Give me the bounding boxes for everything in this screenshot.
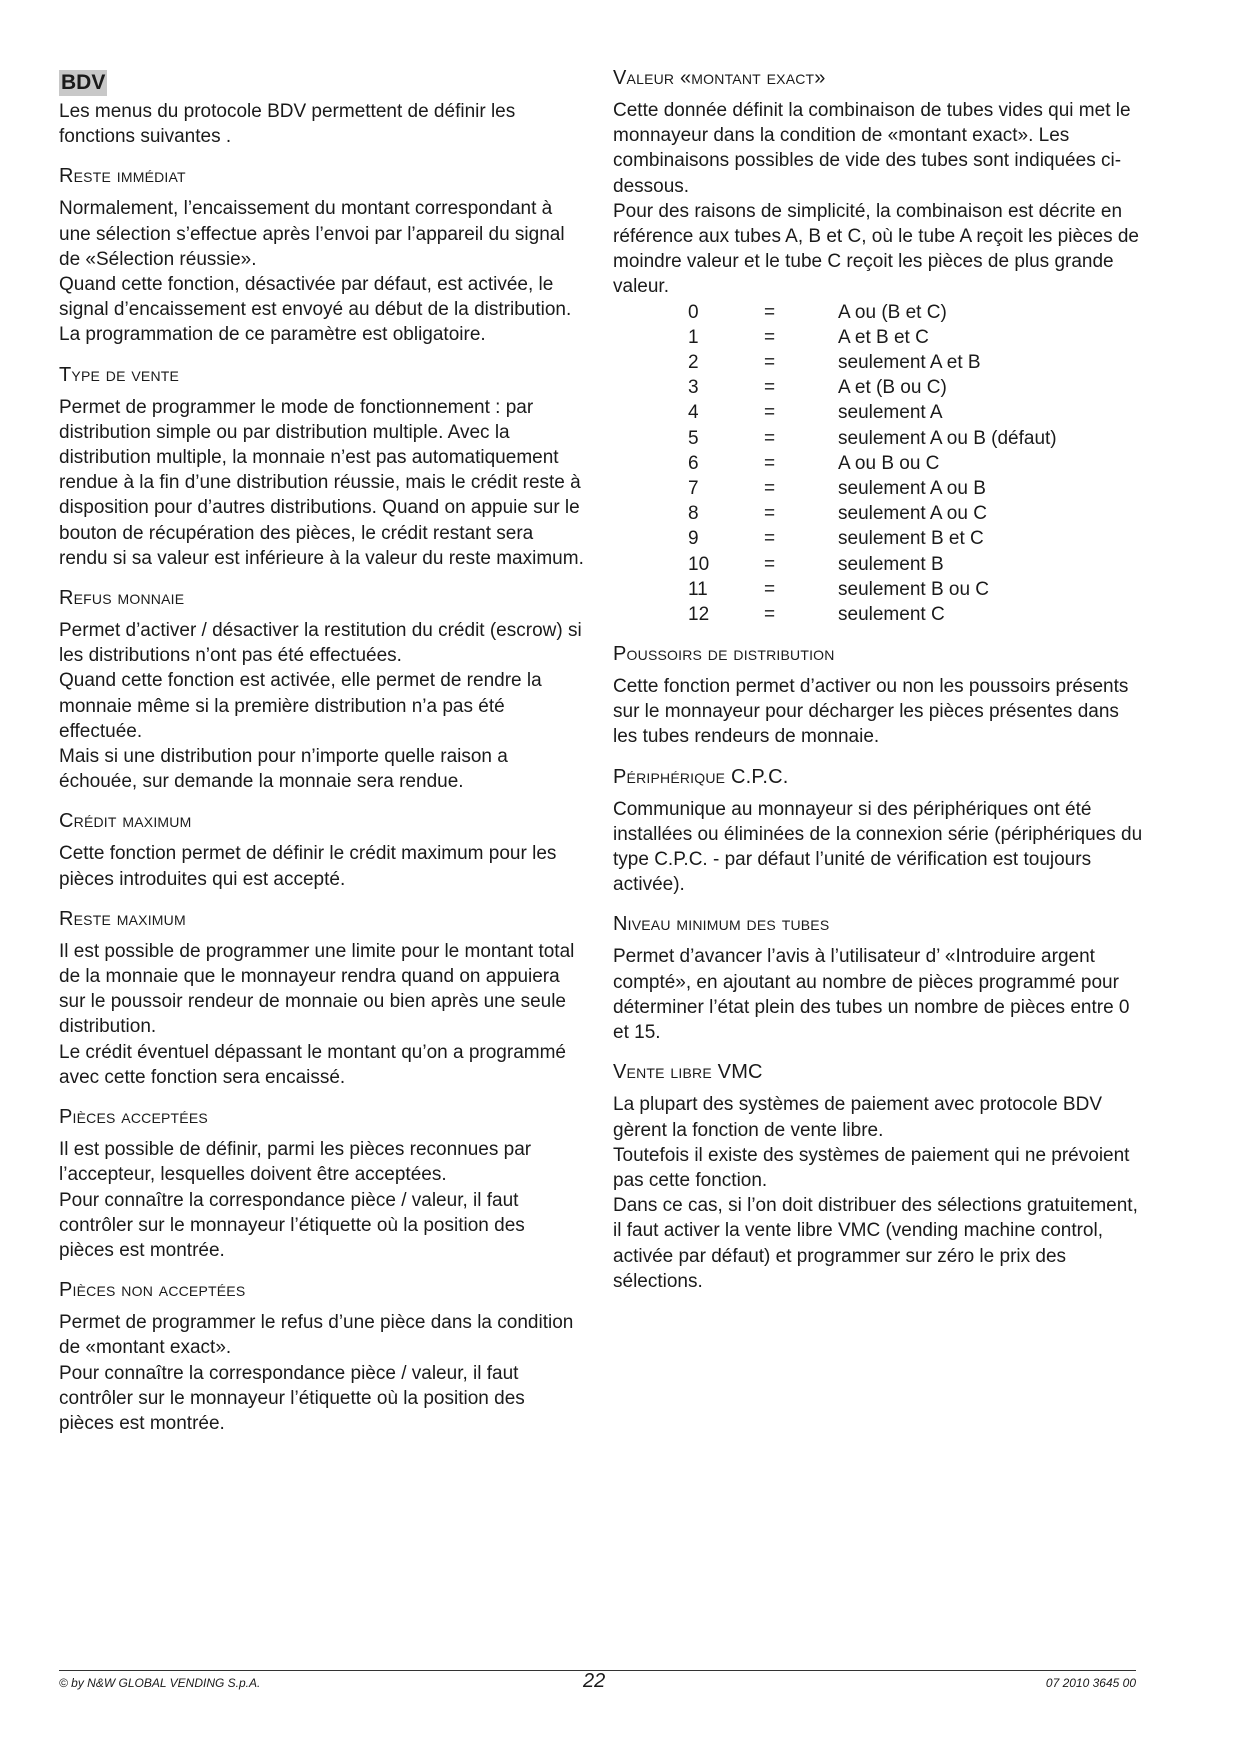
values-row xyxy=(613,375,1143,400)
section-tag: BDV xyxy=(61,71,106,94)
values-row xyxy=(613,476,1143,501)
values-row xyxy=(613,577,1143,602)
equals-sign: = xyxy=(764,301,776,323)
values-row xyxy=(613,325,1143,350)
value-description: seulement A et B xyxy=(838,352,981,373)
value-description: seulement B xyxy=(838,553,944,575)
equals-sign: = xyxy=(764,352,776,373)
equals-sign: = xyxy=(764,553,776,575)
paragraph: Communique au monnayeur si des périphériques ont été installées ou éliminées de la connexion série (périphériques du type C.P.C. - par défaut l’unité de vérification est toujours activée). xyxy=(613,798,1143,896)
equals-sign: = xyxy=(764,452,776,474)
section-type-de-vente xyxy=(59,363,584,571)
paragraph: Cette fonction permet de définir le crédit maximum pour les pièces introduites qui est accepté. xyxy=(59,843,557,890)
section-valeur-montant-exact xyxy=(613,66,1143,627)
values-row xyxy=(613,526,1143,551)
equals-sign: = xyxy=(764,578,776,600)
value-number: 12 xyxy=(688,603,710,625)
section-refus-monnaie xyxy=(59,586,584,794)
section-poussoirs-de-distribution xyxy=(613,642,1143,750)
value-number: 3 xyxy=(688,377,699,399)
paragraph: Quand cette fonction est activée, elle permet de rendre la monnaie même si la première distribution n’a pas été effectuée. xyxy=(59,670,542,742)
values-row xyxy=(613,501,1143,526)
section-pieces-non-acceptees xyxy=(59,1278,584,1436)
section-title: Poussoirs de distribution xyxy=(613,643,835,666)
value-number: 9 xyxy=(688,528,699,550)
section-title: Pièces non acceptées xyxy=(59,1279,246,1302)
paragraph: Pour des raisons de simplicité, la combinaison est décrite en référence aux tubes A, B et C, où le tube A reçoit les pièces de moindre valeur et le tube C reçoit les pièces de plus grande valeur. xyxy=(613,200,1139,298)
paragraph: Permet de programmer le mode de fonctionnement : par distribution simple ou par distribution multiple. Avec la distribution multiple, la monnaie n’est pas automatiquement rendue à la fin d’une distribution réussie, mais le crédit reste à disposition pour d’autres distributions. Quand on appuie sur le bouton de récupération des pièces, le crédit restant sera rendu si sa valeur est inférieure à la valeur du reste maximum. xyxy=(59,396,584,569)
values-row xyxy=(613,350,1143,375)
section-title: Valeur «montant exact» xyxy=(613,67,826,89)
section-title: Refus monnaie xyxy=(59,587,185,610)
value-number: 11 xyxy=(688,578,708,600)
section-niveau-minimum-des-tubes xyxy=(613,912,1143,1045)
section-reste-maximum xyxy=(59,907,584,1090)
equals-sign: = xyxy=(764,528,776,550)
section-title: Pièces acceptées xyxy=(59,1106,208,1129)
paragraph: Permet de programmer le refus d’une pièce dans la condition de «montant exact». xyxy=(59,1312,574,1359)
paragraph: La plupart des systèmes de paiement avec protocole BDV gèrent la fonction de vente libre. xyxy=(613,1094,1102,1141)
footer-copyright: © by N&W GLOBAL VENDING S.p.A. xyxy=(59,1676,261,1690)
page-number: 22 xyxy=(583,1670,606,1692)
left-column xyxy=(59,66,584,1436)
values-row xyxy=(613,426,1143,451)
value-description: seulement B et C xyxy=(838,528,984,550)
section-title: Type de vente xyxy=(59,363,180,386)
values-row xyxy=(613,602,1143,627)
value-description: seulement B ou C xyxy=(838,578,990,600)
values-row xyxy=(613,552,1143,577)
values-row xyxy=(613,400,1143,425)
paragraph: Quand cette fonction, désactivée par défaut, est activée, le signal d’encaissement est envoyé au début de la distribution. La programmation de ce paramètre est obligatoire. xyxy=(59,274,572,346)
section-pieces-acceptees xyxy=(59,1105,584,1263)
value-description: A ou B ou C xyxy=(838,452,940,474)
paragraph: Permet d’avancer l’avis à l’utilisateur d’ «Introduire argent compté», en ajoutant au nombre de pièces programmé pour déterminer l’état plein des tubes un nombre de pièces entre 0 et 15. xyxy=(613,946,1130,1044)
value-number: 2 xyxy=(688,352,699,373)
values-row xyxy=(613,300,1143,325)
document-code: 07 2010 3645 00 xyxy=(1045,1676,1136,1690)
section-title: Reste immédiat xyxy=(59,165,186,188)
value-number: 0 xyxy=(688,301,699,323)
section-peripherique-cpc xyxy=(613,765,1143,898)
equals-sign: = xyxy=(764,477,776,499)
value-number: 4 xyxy=(688,402,699,424)
paragraph: Toutefois il existe des systèmes de paiement qui ne prévoient pas cette fonction. xyxy=(613,1144,1130,1191)
paragraph: Le crédit éventuel dépassant le montant qu’on a programmé avec cette fonction sera encaissé. xyxy=(59,1041,566,1088)
paragraph: Cette donnée définit la combinaison de tubes vides qui met le monnayeur dans la condition de «montant exact». Les combinaisons possibles de vide des tubes sont indiquées ci-dessous. xyxy=(613,100,1131,197)
value-description: A et (B ou C) xyxy=(838,377,947,399)
values-row xyxy=(613,451,1143,476)
section-title: Niveau minimum des tubes xyxy=(613,913,830,936)
section-title: Périphérique C.P.C. xyxy=(613,765,789,788)
value-number: 6 xyxy=(688,452,699,474)
section-title: Crédit maximum xyxy=(59,810,192,833)
value-description: seulement A ou C xyxy=(838,503,987,525)
section-reste-immediat xyxy=(59,164,584,347)
paragraph: Normalement, l’encaissement du montant correspondant à une sélection s’effectue après l’envoi par l’appareil du signal de «Sélection réussie». xyxy=(59,198,565,270)
values-table xyxy=(613,300,1143,627)
value-description: A et B et C xyxy=(838,326,929,348)
value-number: 1 xyxy=(688,326,699,348)
value-number: 8 xyxy=(688,503,699,525)
equals-sign: = xyxy=(764,402,776,424)
paragraph: Dans ce cas, si l’on doit distribuer des sélections gratuitement, il faut activer la vente libre VMC (vending machine control, activée par défaut) et programmer sur zéro le prix des sélections. xyxy=(613,1195,1138,1292)
value-description: seulement A xyxy=(838,402,943,424)
section-title: Vente libre VMC xyxy=(613,1061,763,1084)
equals-sign: = xyxy=(764,377,776,399)
equals-sign: = xyxy=(764,603,776,625)
value-description: seulement C xyxy=(838,603,945,625)
section-credit-maximum xyxy=(59,809,584,891)
section-vente-libre-vmc xyxy=(613,1060,1143,1294)
paragraph: Mais si une distribution pour n’importe quelle raison a échouée, sur demande la monnaie sera rendue. xyxy=(59,746,508,793)
paragraph: Il est possible de définir, parmi les pièces reconnues par l’accepteur, lesquelles doivent être acceptées. xyxy=(59,1139,532,1186)
value-description: A ou (B et C) xyxy=(838,301,947,323)
value-description: seulement A ou B xyxy=(838,477,986,499)
value-number: 7 xyxy=(688,477,699,499)
right-column xyxy=(613,66,1143,1294)
value-description: seulement A ou B (défaut) xyxy=(838,427,1057,449)
paragraph: Cette fonction permet d’activer ou non les poussoirs présents sur le monnayeur pour décharger les pièces présentes dans les tubes rendeurs de monnaie. xyxy=(613,676,1129,748)
value-number: 5 xyxy=(688,427,699,449)
paragraph: Pour connaître la correspondance pièce / valeur, il faut contrôler sur le monnayeur l’étiquette où la position des pièces est montrée. xyxy=(59,1362,525,1434)
paragraph: Pour connaître la correspondance pièce / valeur, il faut contrôler sur le monnayeur l’étiquette où la position des pièces est montrée. xyxy=(59,1189,525,1261)
equals-sign: = xyxy=(764,326,776,348)
value-number: 10 xyxy=(688,553,710,575)
paragraph: Permet d’activer / désactiver la restitution du crédit (escrow) si les distributions n’ont pas été effectuées. xyxy=(59,620,582,667)
equals-sign: = xyxy=(764,427,776,449)
equals-sign: = xyxy=(764,503,776,525)
section-title: Reste maximum xyxy=(59,907,186,930)
intro-text: Les menus du protocole BDV permettent de définir les fonctions suivantes . xyxy=(59,101,516,148)
paragraph: Il est possible de programmer une limite pour le montant total de la monnaie que le monnayeur rendra quand on appuiera sur le poussoir rendeur de monnaie ou bien après une seule distribution. xyxy=(59,940,575,1038)
